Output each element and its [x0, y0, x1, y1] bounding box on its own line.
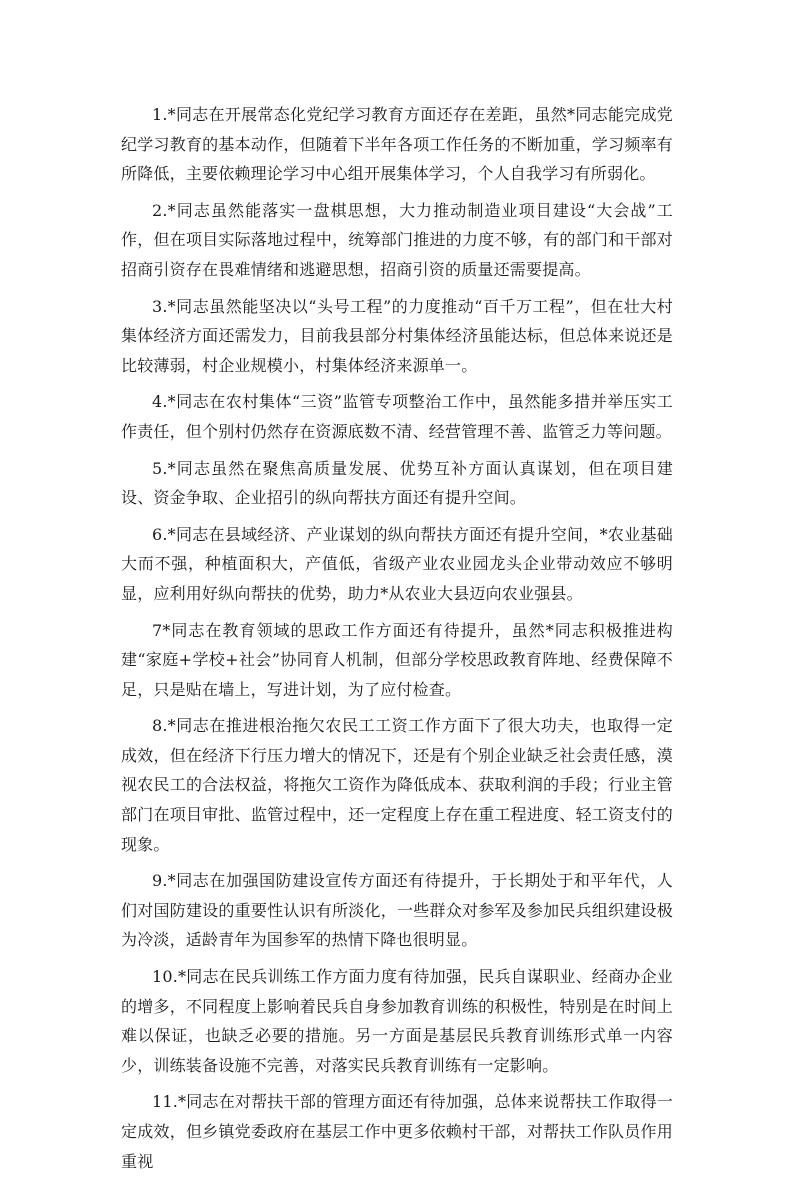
document-body	[121, 100, 673, 1183]
paragraph-1: 1.*同志在开展常态化党纪学习教育方面还存在差距，虽然*同志能完成党纪学习教育的基本动作，但随着下半年各项工作任务的不断加重，学习频率有所降低，主要依赖理论学习中心组开展集体学习，个人自我学习有所弱化。	[121, 105, 673, 184]
paragraph-5: 5.*同志虽然在聚焦高质量发展、优势互补方面认真谋划，但在项目建设、资金争取、企业招引的纵向帮扶方面还有提升空间。	[121, 458, 673, 508]
paragraph-3: 3.*同志虽然能坚决以“头号工程”的力度推动“百千万工程”，但在壮大村集体经济方面还需发力，目前我县部分村集体经济虽能达标，但总体来说还是比较薄弱，村企业规模小，村集体经济来源单一。	[121, 296, 673, 375]
paragraph-9: 9.*同志在加强国防建设宣传方面还有待提升，于长期处于和平年代，人们对国防建设的重要性认识有所淡化，一些群众对参军及参加民兵组织建设极为冷淡，适龄青年为国参军的热情下降也很明显。	[121, 871, 673, 950]
paragraph-11: 11.*同志在对帮扶干部的管理方面还有待加强，总体来说帮扶工作取得一定成效，但乡镇党委政府在基层工作中更多依赖村干部，对帮扶工作队员作用重视	[121, 1092, 673, 1171]
paragraph-4: 4.*同志在农村集体“三资”监管专项整治工作中，虽然能多措并举压实工作责任，但个别村仍然存在资源底数不清、经营管理不善、监管乏力等问题。	[121, 392, 673, 441]
paragraph-8: 8.*同志在推进根治拖欠农民工工资工作方面下了很大功夫，也取得一定成效，但在经济下行压力增大的情况下，还是有个别企业缺乏社会责任感，漠视农民工的合法权益，将拖欠工资作为降低成本、获取利润的手段；行业主管部门在项目审批、监管过程中，还一定程度上存在重工程进度、轻工资支付的现象。	[121, 716, 673, 854]
paragraph-10: 10.*同志在民兵训练工作方面力度有待加强，民兵自谋职业、经商办企业的增多，不同程度上影响着民兵自身参加教育训练的积极性，特别是在时间上难以保证，也缺乏必要的措施。另一方面是基层民兵教育训练形式单一内容少，训练装备设施不完善，对落实民兵教育训练有一定影响。	[121, 967, 673, 1075]
paragraph-7: 7*同志在教育领域的思政工作方面还有待提升，虽然*同志积极推进构建“家庭+学校+社会”协同育人机制，但部分学校思政教育阵地、经费保障不足，只是贴在墙上，写进计划，为了应付检查。	[121, 620, 673, 699]
paragraph-6: 6.*同志在县域经济、产业谋划的纵向帮扶方面还有提升空间，*农业基础大而不强，种植面积大，产值低，省级产业农业园龙头企业带动效应不够明显，应利用好纵向帮扶的优势，助力*从农业大县迈向农业强县。	[121, 524, 673, 603]
paragraph-2: 2.*同志虽然能落实一盘棋思想，大力推动制造业项目建设“大会战”工作，但在项目实际落地过程中，统筹部门推进的力度不够，有的部门和干部对招商引资存在畏难情绪和逃避思想，招商引资的质量还需要提高。	[121, 200, 673, 279]
